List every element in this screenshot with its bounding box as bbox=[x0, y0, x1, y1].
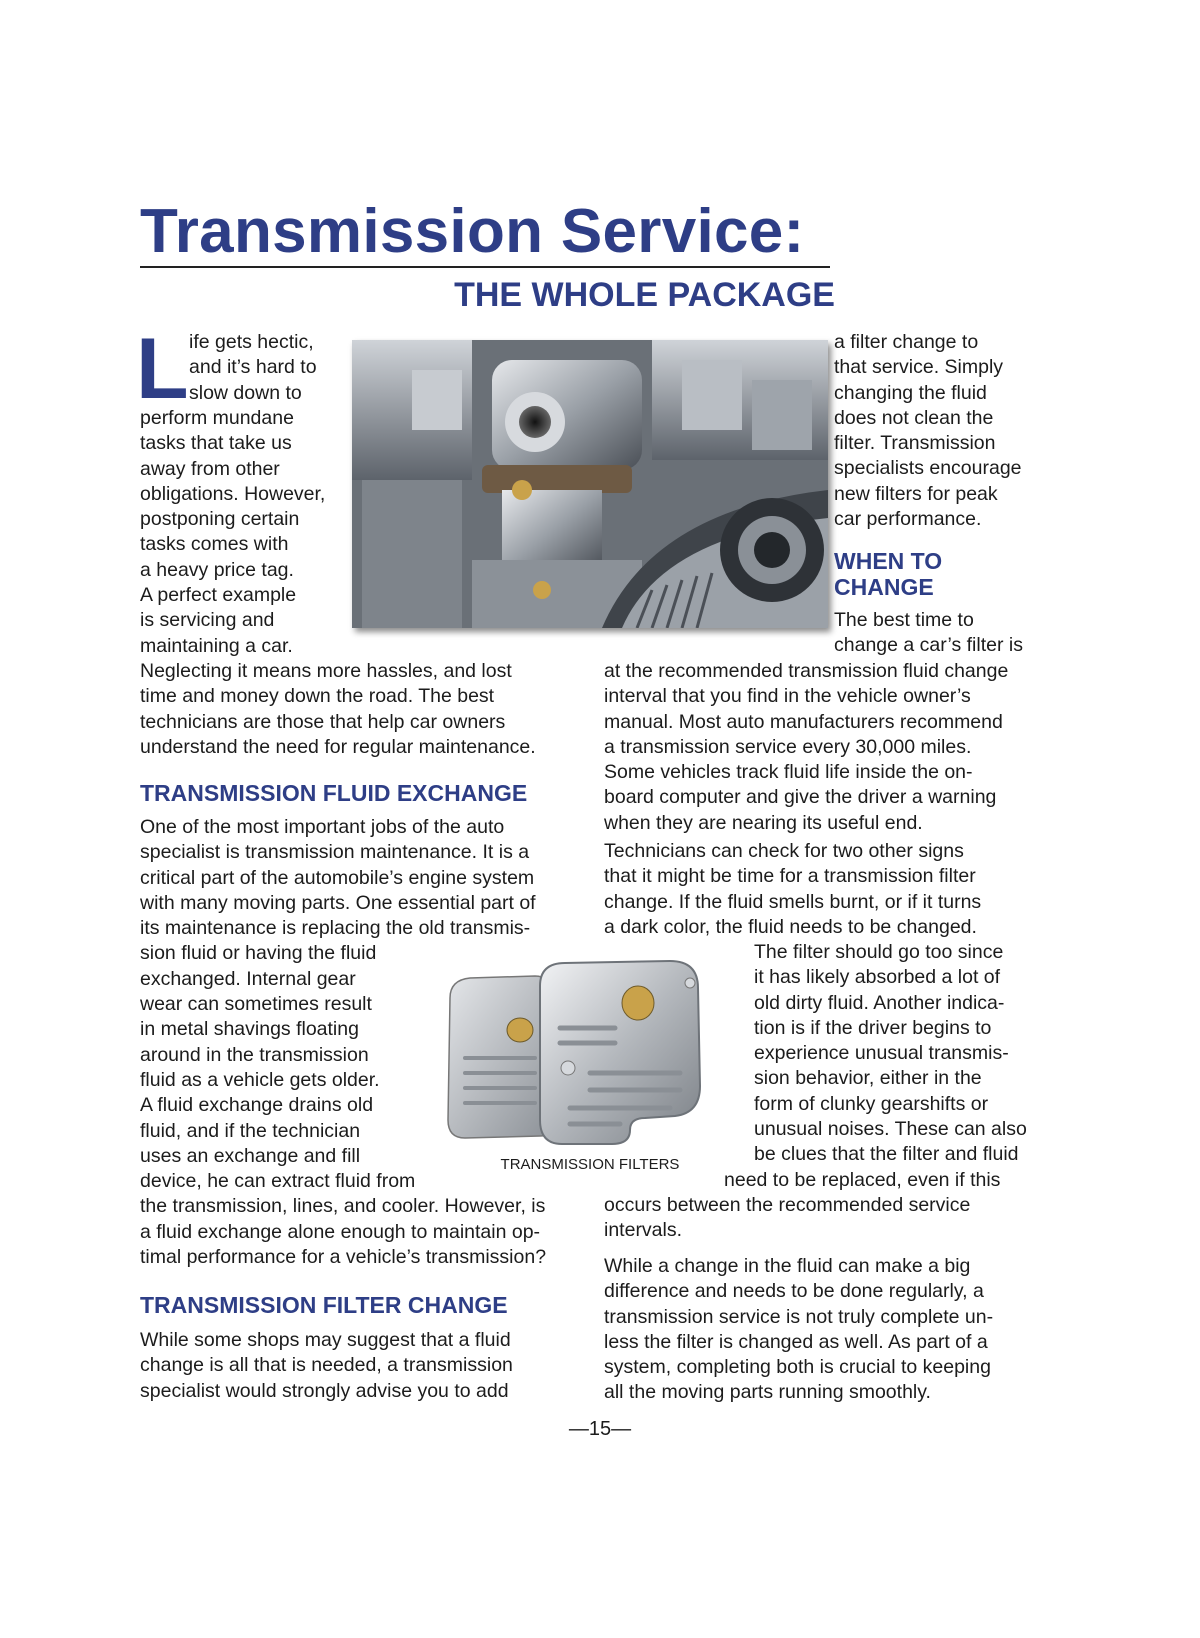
text-line: Some vehicles track fluid life inside the on- bbox=[604, 761, 973, 784]
text-line: A perfect example bbox=[140, 584, 297, 607]
text-line: time and money down the road. The best bbox=[140, 685, 495, 708]
text-line: While a change in the fluid can make a big bbox=[604, 1255, 971, 1277]
text-line: One of the most important jobs of the auto bbox=[140, 816, 505, 838]
transmission-engine-photo bbox=[352, 340, 828, 628]
text-line: A fluid exchange drains old bbox=[140, 1094, 374, 1117]
page-number: —15— bbox=[568, 1418, 632, 1440]
engine-illustration bbox=[352, 340, 828, 628]
filter-change-heading: TRANSMISSION FILTER CHANGE bbox=[140, 1292, 508, 1318]
text-line: the transmission, lines, and cooler. However, is bbox=[140, 1195, 546, 1218]
text-line: that it might be time for a transmission filter bbox=[604, 865, 976, 888]
conclusion-paragraph bbox=[604, 1254, 993, 1406]
text-line: specialist is transmission maintenance. It is a bbox=[140, 841, 530, 864]
when-to-change-heading bbox=[834, 548, 942, 600]
text-line: around in the transmission bbox=[140, 1043, 369, 1066]
fluid-exchange-heading: TRANSMISSION FLUID EXCHANGE bbox=[140, 780, 528, 806]
text-line: occurs between the recommended service bbox=[604, 1194, 971, 1216]
text-line: sion fluid or having the fluid bbox=[140, 942, 377, 965]
text-line: a heavy price tag. bbox=[140, 558, 294, 581]
text-line: wear can sometimes result bbox=[140, 993, 372, 1016]
when-to-change-lead bbox=[834, 608, 1023, 659]
text-line: change a car’s filter is bbox=[834, 634, 1023, 657]
text-line: need to be replaced, even if this bbox=[724, 1169, 1001, 1191]
page-title: Transmission Service: bbox=[140, 197, 805, 266]
text-line: difference and needs to be done regularly, a bbox=[604, 1280, 984, 1303]
text-line: understand the need for regular maintenance. bbox=[140, 735, 536, 758]
text-line: form of clunky gearshifts or bbox=[754, 1092, 989, 1115]
text-line: a filter change to bbox=[834, 331, 979, 353]
when-to-change-paragraph bbox=[604, 659, 1008, 836]
text-line: The best time to bbox=[834, 609, 974, 631]
signs-paragraph bbox=[604, 839, 981, 940]
text-line: transmission service is not truly complete un- bbox=[604, 1305, 994, 1328]
text-line: filter. Transmission bbox=[834, 432, 996, 455]
text-line: critical part of the automobile’s engine system bbox=[140, 866, 535, 889]
text-line: with many moving parts. One essential part of bbox=[140, 891, 536, 914]
text-line: unusual noises. These can also bbox=[754, 1118, 1027, 1141]
text-line: it has likely absorbed a lot of bbox=[754, 966, 1001, 989]
text-line: board computer and give the driver a warning bbox=[604, 786, 997, 809]
text-line: a dark color, the fluid needs to be changed. bbox=[604, 915, 977, 938]
text-line: Technicians can check for two other signs bbox=[604, 840, 964, 862]
text-line: that service. Simply bbox=[834, 356, 1004, 379]
text-line: obligations. However, bbox=[140, 482, 326, 505]
text-line: interval that you find in the vehicle owner’s bbox=[604, 685, 971, 708]
text-line: specialist would strongly advise you to add bbox=[140, 1379, 509, 1402]
heading-line: CHANGE bbox=[834, 574, 934, 600]
heading-line: WHEN TO bbox=[834, 548, 943, 574]
text-line: a transmission service every 30,000 miles. bbox=[604, 735, 972, 758]
text-line: less the filter is changed as well. As part of a bbox=[604, 1330, 988, 1353]
text-line: Neglecting it means more hassles, and lost bbox=[140, 659, 512, 682]
text-line: sion behavior, either in the bbox=[754, 1067, 982, 1090]
text-line: uses an exchange and fill bbox=[140, 1144, 361, 1167]
text-line: and it’s hard to bbox=[189, 356, 317, 379]
text-line: new filters for peak bbox=[834, 482, 998, 505]
title-underline bbox=[140, 266, 830, 268]
text-line: at the recommended transmission fluid change bbox=[604, 660, 1009, 682]
filters-illustration bbox=[440, 958, 710, 1148]
text-line: away from other bbox=[140, 457, 280, 480]
text-line: While some shops may suggest that a fluid bbox=[140, 1329, 511, 1351]
text-line: a fluid exchange alone enough to maintain op- bbox=[140, 1220, 541, 1243]
text-line: its maintenance is replacing the old transmis- bbox=[140, 917, 531, 940]
text-line: tion is if the driver begins to bbox=[754, 1016, 992, 1039]
text-line: old dirty fluid. Another indica- bbox=[754, 991, 1005, 1014]
text-line: is servicing and bbox=[140, 609, 275, 632]
text-line: when they are nearing its useful end. bbox=[604, 811, 923, 834]
text-line: experience unusual transmis- bbox=[754, 1042, 1009, 1065]
text-line: timal performance for a vehicle’s transmission? bbox=[140, 1246, 547, 1269]
signs-paragraph-line bbox=[724, 1168, 1000, 1193]
text-line: tasks that take us bbox=[140, 432, 292, 455]
text-line: specialists encourage bbox=[834, 457, 1022, 480]
transmission-filters-photo bbox=[440, 958, 710, 1148]
text-line: change is all that is needed, a transmission bbox=[140, 1354, 513, 1377]
text-line: fluid as a vehicle gets older. bbox=[140, 1068, 380, 1091]
text-line: changing the fluid bbox=[834, 381, 987, 404]
text-line: tasks comes with bbox=[140, 533, 289, 556]
text-line: car performance. bbox=[834, 508, 982, 531]
text-line: postponing certain bbox=[140, 508, 300, 531]
figure-caption: TRANSMISSION FILTERS bbox=[500, 1156, 680, 1173]
text-line: does not clean the bbox=[834, 406, 994, 429]
signs-paragraph-end bbox=[604, 1193, 970, 1244]
text-line: fluid, and if the technician bbox=[140, 1119, 361, 1142]
text-line: ife gets hectic, bbox=[189, 331, 314, 353]
text-line: be clues that the filter and fluid bbox=[754, 1143, 1019, 1166]
drop-cap: L bbox=[136, 321, 189, 417]
right-top-paragraph bbox=[834, 330, 1022, 532]
text-line: intervals. bbox=[604, 1219, 683, 1242]
text-line: change. If the fluid smells burnt, or if it turns bbox=[604, 890, 982, 913]
filter-change-paragraph bbox=[140, 1328, 513, 1404]
text-line: technicians are those that help car owners bbox=[140, 710, 506, 733]
intro-dropcap-lines bbox=[189, 330, 317, 406]
text-line: exchanged. Internal gear bbox=[140, 967, 356, 990]
text-line: all the moving parts running smoothly. bbox=[604, 1381, 931, 1404]
text-line: slow down to bbox=[189, 381, 302, 404]
text-line: perform mundane bbox=[140, 407, 294, 429]
text-line: system, completing both is crucial to keeping bbox=[604, 1356, 991, 1379]
text-line: device, he can extract fluid from bbox=[140, 1170, 416, 1193]
text-line: maintaining a car. bbox=[140, 634, 293, 657]
text-line: The filter should go too since bbox=[754, 941, 1004, 963]
text-line: manual. Most auto manufacturers recommend bbox=[604, 710, 1003, 733]
text-line: in metal shavings floating bbox=[140, 1018, 359, 1041]
page-subtitle: THE WHOLE PACKAGE bbox=[454, 276, 835, 314]
signs-paragraph-wrap bbox=[754, 940, 1027, 1168]
